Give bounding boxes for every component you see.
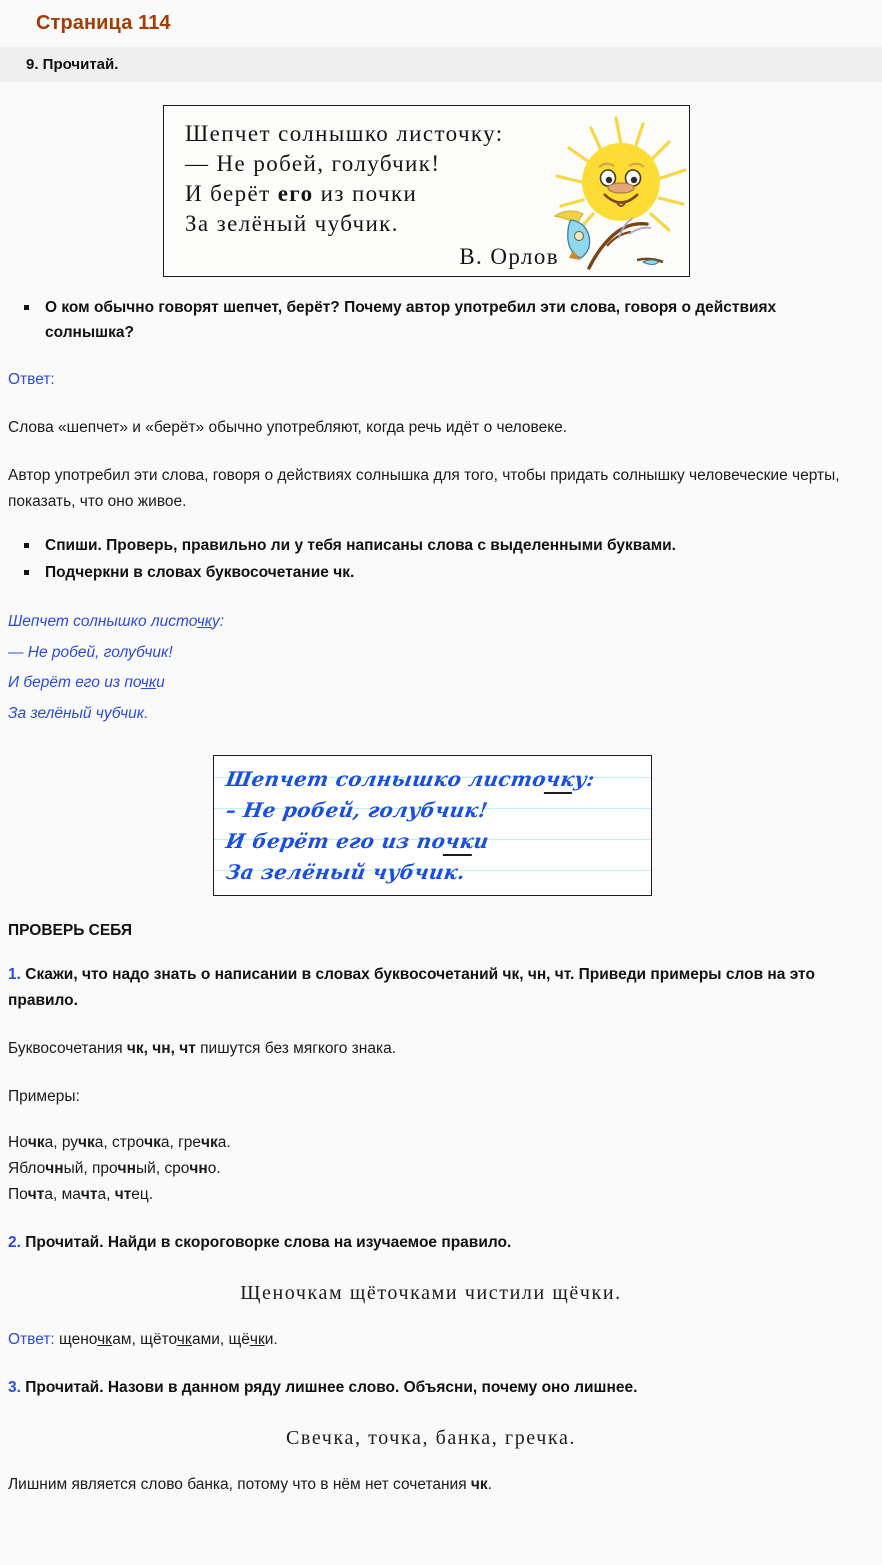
answer-label-text: Ответ: bbox=[8, 371, 55, 388]
word-row: Свечка, точка, банка, гречка. bbox=[285, 1427, 577, 1449]
check-item-3-answer bbox=[0, 1472, 882, 1498]
hand-pre: И берёт его из по bbox=[224, 829, 448, 853]
rule-post: пишутся без мягкого знака. bbox=[195, 1040, 397, 1057]
hand-pre: За зелёный чубчик. bbox=[224, 860, 468, 884]
copy-post: и bbox=[156, 674, 165, 691]
example-line-2: Яблочный, прочный, срочно. bbox=[8, 1160, 221, 1177]
task-header: 9. Прочитай. bbox=[0, 47, 882, 82]
hand-pre: Шепчет солнышко листо bbox=[224, 767, 549, 791]
copy-pre: Шепчет солнышко листо bbox=[8, 613, 197, 630]
copy-mark: чк bbox=[140, 674, 157, 691]
copy-mark: чк bbox=[196, 613, 213, 630]
handwriting-figure bbox=[0, 755, 882, 896]
page-title: Страница 114 bbox=[36, 12, 171, 34]
instruction-item-podcherkni: Подчеркни в словах буквосочетание чк. bbox=[24, 560, 842, 585]
poem-line-3 bbox=[185, 179, 689, 209]
poem-line-1: Шепчет солнышко листочку: bbox=[185, 121, 504, 146]
handwriting-text bbox=[226, 764, 643, 888]
poem-copy-line-1 bbox=[8, 607, 882, 638]
copy-pre: За зелёный чубчик. bbox=[8, 704, 149, 722]
item-number: 2. bbox=[8, 1234, 21, 1251]
poem-author: В. Орлов bbox=[459, 244, 559, 269]
instruction-list bbox=[0, 533, 882, 585]
example-line-1: Ночка, ручка, строчка, гречка. bbox=[8, 1134, 231, 1151]
examples-label: Примеры: bbox=[8, 1088, 80, 1105]
instruction-item-spishi: Спиши. Проверь, правильно ли у тебя написаны слова с выделенными буквами. bbox=[24, 533, 842, 558]
question-item: О ком обычно говорят шепчет, берёт? Почему автор употребил эти слова, говоря о действиях солнышка? bbox=[24, 295, 842, 345]
rule-bold: чк, чн, чт bbox=[126, 1040, 196, 1057]
check-item-2-answer bbox=[0, 1327, 882, 1353]
poem-line-2: — Не робей, голубчик! bbox=[185, 151, 441, 176]
hand-line-3 bbox=[224, 826, 646, 857]
check-item-1-rule bbox=[0, 1036, 882, 1062]
rule-pre: Буквосочетания bbox=[8, 1040, 127, 1057]
copy-post: у: bbox=[212, 613, 225, 630]
hand-line-1 bbox=[224, 764, 646, 795]
poem-line-3-text: И берёт его из почки bbox=[185, 181, 418, 206]
hand-post: у: bbox=[572, 767, 597, 791]
copy-pre: И берёт его из по bbox=[8, 674, 141, 691]
copy-pre: — Не робей, голубчик! bbox=[8, 643, 173, 661]
answer-paragraph-2: Автор употребил эти слова, говоря о действиях солнышка для того, чтобы придать солнышку человеческие черты, показать, что оно живое. bbox=[8, 467, 840, 510]
tongue-twister: Щеночкам щёточками чистили щёчки. bbox=[240, 1282, 622, 1304]
check-item-3-question bbox=[0, 1375, 882, 1401]
item-question-text: Прочитай. Назови в данном ряду лишнее слово. Объясни, почему оно лишнее. bbox=[25, 1379, 638, 1396]
answer-label-text: Ответ: bbox=[8, 1331, 55, 1348]
poem-copy-blue bbox=[0, 607, 882, 729]
poem-line-4: За зелёный чубчик. bbox=[185, 211, 399, 236]
poem-figure bbox=[0, 105, 882, 277]
item-question-text: Прочитай. Найди в скороговорке слова на изучаемое правило. bbox=[25, 1234, 512, 1251]
examples-list bbox=[0, 1130, 882, 1208]
answer-label-1 bbox=[0, 367, 882, 393]
example-line-3: Почта, мачта, чтец. bbox=[8, 1186, 154, 1203]
hand-post: и bbox=[472, 829, 491, 853]
answer-bold: чк bbox=[470, 1476, 488, 1493]
poem-copy-line-2 bbox=[8, 638, 882, 669]
answer-text: щеночкам, щёточками, щёчки. bbox=[59, 1331, 278, 1348]
item-number: 1. bbox=[8, 966, 21, 983]
poem-image-box bbox=[163, 105, 690, 277]
item-question-text: Скажи, что надо знать о написании в словах буквосочетаний чк, чн, чт. Приведи примеры слов на это правило. bbox=[8, 966, 815, 1009]
hand-line-2 bbox=[224, 795, 646, 826]
item-number: 3. bbox=[8, 1379, 21, 1396]
poem-copy-line-4 bbox=[8, 699, 882, 730]
poem-copy-line-3 bbox=[8, 668, 882, 699]
answer-pre: Лишним является слово банка, потому что в нём нет сочетания bbox=[8, 1476, 471, 1493]
check-item-1-question bbox=[0, 962, 882, 1014]
check-yourself-title: ПРОВЕРЬ СЕБЯ bbox=[8, 922, 133, 939]
hand-mark: чк bbox=[443, 829, 476, 856]
handwriting-image-box bbox=[213, 755, 652, 896]
question-list bbox=[0, 295, 882, 345]
hand-pre: – Не робей, голубчик! bbox=[224, 798, 490, 822]
poem-text bbox=[164, 106, 689, 239]
answer-post: . bbox=[487, 1476, 492, 1493]
check-item-2-question bbox=[0, 1230, 882, 1256]
hand-mark: чк bbox=[544, 767, 577, 794]
hand-line-4 bbox=[224, 857, 646, 888]
answer-paragraph-1: Слова «шепчет» и «берёт» обычно употребляют, когда речь идёт о человеке. bbox=[8, 419, 568, 436]
